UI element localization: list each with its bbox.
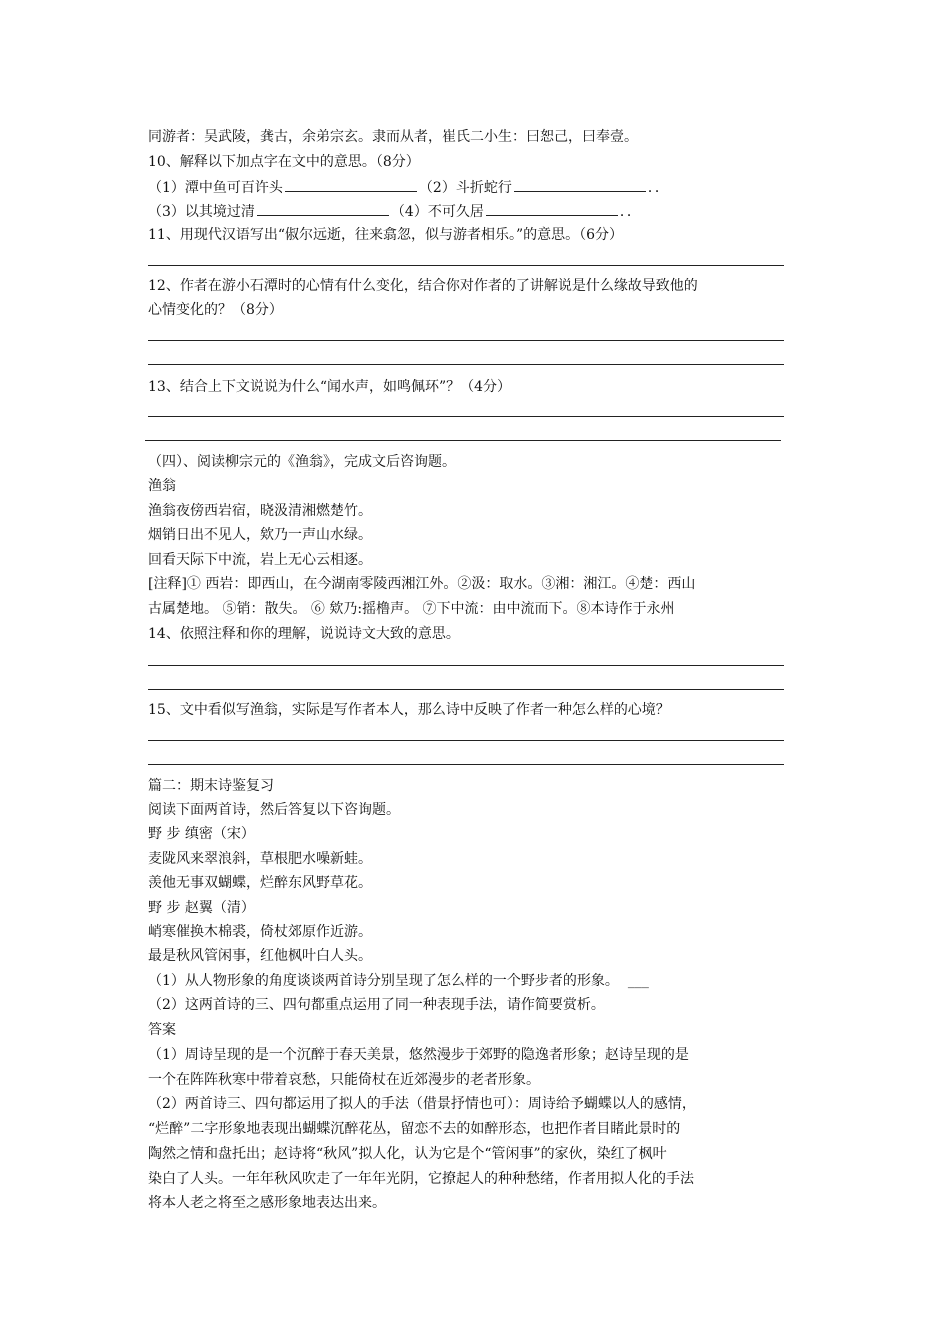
q10-title: 10、解释以下加点字在文中的意思。（8分） <box>148 154 420 170</box>
answer-heading: 答案 <box>148 1022 176 1038</box>
poem2-line-2: 最是秋风管闲事，红他枫叶白人头。 <box>148 948 372 964</box>
q13-title: 13、结合上下文说说为什么“闻水声，如鸣佩环”？（4分） <box>148 379 512 395</box>
answer2-line-4: 染白了人头。一年年秋风吹走了一年年光阴，它撩起人的种种愁绪，作者用拟人化的手法 <box>148 1171 694 1187</box>
q14-title: 14、依照注释和你的理解，说说诗文大致的意思。 <box>148 626 460 642</box>
q10-row2 <box>148 201 808 221</box>
section4-heading: （四）、阅读柳宗元的《渔翁》，完成文后咨询题。 <box>148 454 456 470</box>
poem-line-2: 烟销日出不见人，欸乃一声山水绿。 <box>148 527 372 543</box>
q10-item1: （1）潭中鱼可百许头 <box>148 180 283 196</box>
answer-line[interactable] <box>148 340 784 341</box>
answer-line[interactable] <box>145 440 781 441</box>
part2-question2: （2）这两首诗的三、四句都重点运用了同一种表现手法，请作简要赏析。 <box>148 997 605 1013</box>
poem2-title: 野 步 赵翼（清） <box>148 900 255 916</box>
poem1-title: 野 步 缜密（宋） <box>148 826 255 842</box>
answer2-line-3: 陶然之情和盘托出；赵诗将“秋风”拟人化，认为它是个“管闲事”的家伙，染红了枫叶 <box>148 1146 667 1162</box>
answer-blank[interactable] <box>514 177 646 192</box>
q10-row2-end: ．． <box>619 204 641 220</box>
note-line-2: 古属楚地。 ⑤销：散失。 ⑥ 欸乃:摇橹声。 ⑦下中流：由中流而下。⑧本诗作于永州 <box>148 601 675 617</box>
q10-item4: （4）不可久居 <box>390 204 484 220</box>
answer-line[interactable] <box>148 265 784 266</box>
answer1-line-2: 一个在阵阵秋寒中带着哀愁，只能倚杖在近郊漫步的老者形象。 <box>148 1072 540 1088</box>
q10-item2: （2）斗折蛇行 <box>418 180 512 196</box>
answer-blank[interactable] <box>486 201 618 216</box>
answer-line[interactable] <box>148 364 784 365</box>
q10-item3: （3）以其境过清 <box>148 204 255 220</box>
part2-question1 <box>148 972 808 990</box>
answer2-line-5: 将本人老之将至之感形象地表达出来。 <box>148 1195 386 1211</box>
part2-instruction: 阅读下面两首诗，然后答复以下咨询题。 <box>148 802 400 818</box>
answer1-line-1: （1）周诗呈现的是一个沉醉于春天美景，悠然漫步于郊野的隐逸者形象；赵诗呈现的是 <box>148 1047 689 1063</box>
question1-text: （1）从人物形象的角度谈谈两首诗分别呈现了怎么样的一个野步者的形象。 <box>148 973 619 989</box>
poem1-line-1: 麦陇风来翠浪斜，草根肥水噪新蛙。 <box>148 851 372 867</box>
note-line-1: [注释]① 西岩：即西山，在今湖南零陵西湘江外。②汲：取水。③湘：湘江。④楚：西山 <box>148 576 696 592</box>
answer-blank[interactable] <box>285 177 417 192</box>
poem1-line-2: 羡他无事双蝴蝶，烂醉东风野草花。 <box>148 875 372 891</box>
part2-heading: 篇二：期末诗鉴复习 <box>148 778 274 794</box>
q12-line1: 12、作者在游小石潭时的心情有什么变化，结合你对作者的了讲解说是什么缘故导致他的 <box>148 278 698 294</box>
answer2-line-1: （2）两首诗三、四句都运用了拟人的手法（借景抒情也可）：周诗给予蝴蝶以人的感情， <box>148 1096 696 1112</box>
q11-title: 11、用现代汉语写出“俶尔远逝，往来翕忽，似与游者相乐。”的意思。（6分） <box>148 227 624 243</box>
poem2-line-1: 峭寒催换木棉裘，倚杖郊原作近游。 <box>148 924 372 940</box>
answer-line[interactable] <box>148 416 784 417</box>
poem-title: 渔翁 <box>148 478 176 494</box>
answer-line[interactable] <box>148 689 784 690</box>
answer-line[interactable] <box>148 665 784 666</box>
poem-line-3: 回看天际下中流，岩上无心云相逐。 <box>148 552 372 568</box>
q10-row1-end: ．． <box>647 180 669 196</box>
q15-title: 15、文中看似写渔翁，实际是写作者本人，那么诗中反映了作者一种怎么样的心境？ <box>148 702 670 718</box>
answer-line[interactable] <box>148 764 784 765</box>
poem-line-1: 渔翁夜傍西岩宿，晓汲清湘燃楚竹。 <box>148 503 372 519</box>
answer-blank[interactable] <box>257 201 389 216</box>
q12-line2: 心情变化的？（8分） <box>148 302 283 318</box>
answer-line[interactable] <box>148 740 784 741</box>
answer2-line-2: “烂醉”二字形象地表现出蝴蝶沉醉花丛，留恋不去的如醉形态，也把作者目睹此景时的 <box>148 1121 681 1137</box>
question1-blank[interactable]: ___ <box>627 973 649 989</box>
intro-line: 同游者：吴武陵，龚古，余弟宗玄。隶而从者，崔氏二小生：曰恕己，曰奉壹。 <box>148 129 638 145</box>
q10-row1 <box>148 177 808 197</box>
